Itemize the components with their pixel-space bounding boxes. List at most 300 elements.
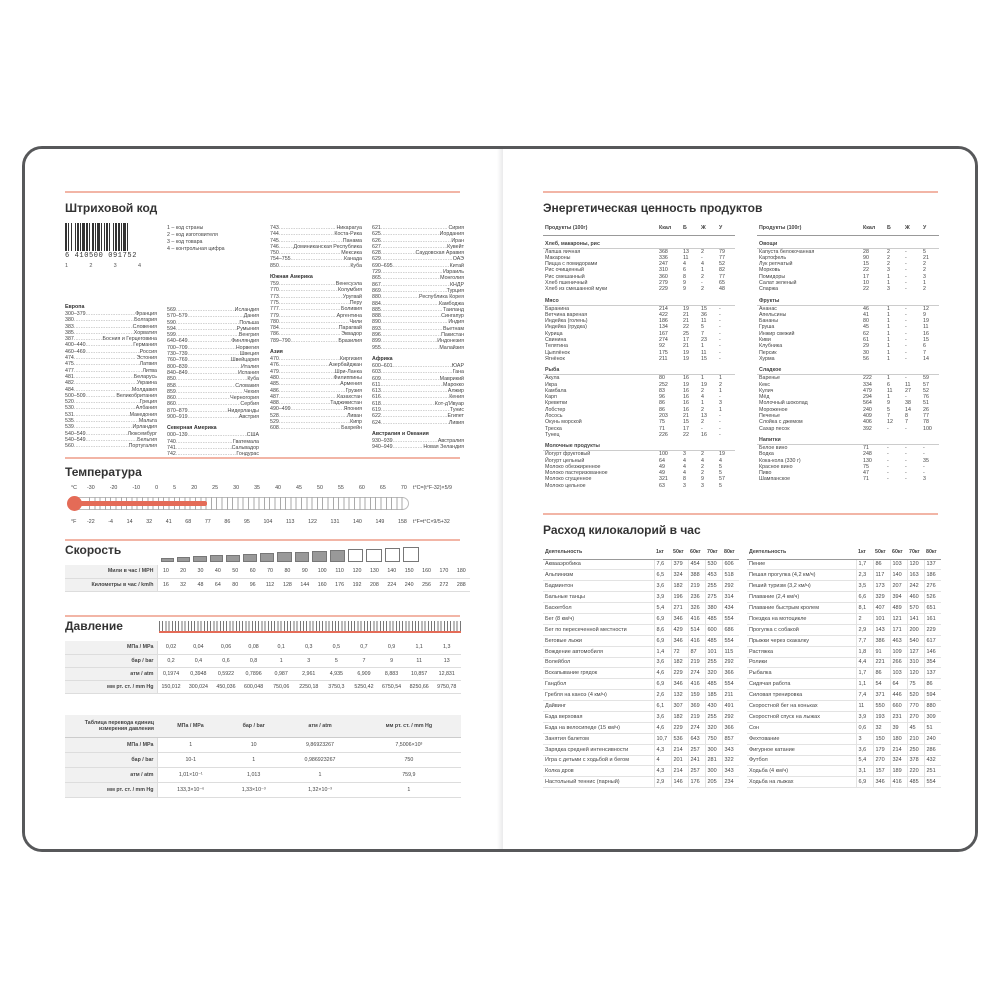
activity-cell: Гандбол: [543, 679, 654, 690]
food-cell: 222: [863, 375, 872, 382]
country-code: 779: [270, 312, 279, 319]
food-cell: 28: [863, 248, 869, 255]
activity-cell: 770: [907, 701, 924, 712]
table-cell: 80: [227, 578, 244, 591]
speed-square: [330, 550, 345, 562]
table-cell: 2250,18: [295, 680, 323, 693]
country-name: Испания: [237, 369, 259, 376]
food-cell: 36: [701, 311, 707, 318]
country-name: Венгрия: [238, 332, 259, 339]
food-cell: 226: [659, 431, 668, 438]
food-cell: -: [905, 343, 907, 350]
activity-cell: 394: [890, 592, 907, 603]
food-cell: 15: [683, 419, 689, 426]
food-cell: -: [887, 457, 889, 464]
dot-leader: [291, 338, 339, 344]
food-cell: 1: [887, 394, 890, 401]
country-name: Япония: [343, 406, 362, 413]
table-cell: 90: [296, 565, 313, 578]
country-name: Гондурас: [236, 451, 259, 458]
activity-row: [747, 701, 941, 712]
activity-cell: 686: [722, 624, 739, 635]
barcode-bars: [65, 223, 141, 251]
food-cell: Баранина: [545, 305, 570, 312]
food-cell: 11: [701, 349, 707, 356]
section-accent-line: [543, 513, 938, 515]
activity-cell: Езда верховая: [543, 711, 654, 722]
country-code-row: [270, 338, 362, 344]
activity-cell: 270: [873, 755, 890, 766]
activity-cell: 86: [873, 668, 890, 679]
food-cell: 214: [659, 305, 668, 312]
food-cell: Водка: [759, 451, 774, 458]
food-cell: 248: [863, 451, 872, 458]
table-cell: 133,3×10⁻⁶: [157, 782, 224, 797]
table-cell: 140: [383, 565, 400, 578]
activity-cell: 520: [907, 690, 924, 701]
country-name: Австрия: [238, 414, 259, 421]
food-cell: 422: [659, 311, 668, 318]
speed-square: [193, 556, 206, 562]
food-cell: 19: [719, 451, 725, 458]
country-code: 700–709: [167, 344, 188, 351]
country-name: Мексика: [341, 250, 362, 257]
activity-cell: 3,6: [654, 711, 671, 722]
food-cell: Печенье: [759, 413, 780, 420]
food-cell: 19: [683, 305, 689, 312]
column-header: атм / atm: [283, 715, 356, 737]
section-row: [543, 235, 735, 248]
celsius-tick: 50: [317, 485, 323, 491]
activity-cell: 5,4: [654, 603, 671, 614]
table-cell: 70: [261, 565, 278, 578]
food-cell: 479: [863, 387, 872, 394]
pressure-ruler: [159, 621, 461, 633]
activity-cell: 45: [907, 722, 924, 733]
activity-cell: 643: [688, 733, 705, 744]
column-header: Б: [681, 221, 699, 235]
country-name: Ливия: [448, 419, 464, 426]
activity-cell: Поездка на мотоцикле: [747, 613, 856, 624]
activity-row: [543, 581, 739, 592]
country-code: 773: [270, 293, 279, 300]
activity-cell: 346: [671, 635, 688, 646]
food-cell: -: [719, 355, 721, 362]
country-name: Франция: [135, 311, 157, 317]
dot-leader: [393, 444, 424, 450]
food-cell: 16: [683, 375, 689, 382]
activity-cell: Рыбалка: [747, 668, 856, 679]
activity-cell: Ходьба на лыжах: [747, 777, 856, 788]
country-code: 488: [270, 400, 279, 407]
activity-row: [747, 690, 941, 701]
country-name: Вьетнам: [442, 325, 464, 332]
food-cell: 294: [863, 394, 872, 401]
activity-cell: Вождение автомобиля: [543, 646, 654, 657]
activity-row: [747, 668, 941, 679]
food-cell: 16: [923, 330, 929, 337]
activity-cell: 454: [688, 559, 705, 570]
food-cell: Курица: [545, 330, 563, 337]
country-name: Шри-Ланка: [334, 368, 362, 375]
activity-cell: 485: [705, 635, 722, 646]
food-cell: 7: [887, 413, 890, 420]
pressure-unit-conversion-table: [65, 715, 461, 798]
table-cell: 10,857: [405, 667, 433, 680]
activity-cell: 536: [671, 733, 688, 744]
country-name: Румыния: [236, 325, 259, 332]
country-code: 529: [270, 419, 279, 426]
activity-cell: 274: [688, 722, 705, 733]
food-cell: 7: [905, 419, 908, 426]
section-heading: Хлеб, макароны, рис: [543, 235, 735, 248]
food-cell: -: [905, 261, 907, 268]
activity-cell: Бег (8 км/ч): [543, 613, 654, 624]
activity-cell: 4,3: [654, 766, 671, 777]
activity-cell: Беговые лыжи: [543, 635, 654, 646]
food-cell: 61: [863, 337, 869, 344]
food-cell: 17: [683, 337, 689, 344]
country-code: 890: [372, 319, 381, 326]
table-cell: 160: [418, 565, 435, 578]
activity-cell: 255: [705, 581, 722, 592]
thermometer: [65, 485, 465, 529]
table-cell: 80: [279, 565, 296, 578]
country-name: Великобритания: [116, 392, 157, 399]
activity-cell: 4,6: [654, 722, 671, 733]
food-cell: 3: [887, 286, 890, 293]
region-heading: Африка: [372, 355, 393, 362]
country-name: Филиппины: [333, 374, 362, 381]
activity-cell: 137: [924, 559, 941, 570]
activity-cell: 320: [705, 668, 722, 679]
food-cell: 22: [863, 267, 869, 274]
activity-row: [747, 592, 941, 603]
food-cell: 75: [863, 463, 869, 470]
activity-cell: 270: [907, 711, 924, 722]
country-code: 859: [167, 388, 176, 395]
food-cell: -: [905, 463, 907, 470]
pressure-conversion-table: [65, 641, 461, 694]
table-cell: 272: [435, 578, 452, 591]
activity-cell: 101: [705, 646, 722, 657]
country-name: ОАЭ: [452, 256, 464, 263]
table-cell: 0,5922: [212, 667, 240, 680]
activity-cell: Аквааэробика: [543, 559, 654, 570]
country-code: 479: [270, 368, 279, 375]
food-cell: 21: [923, 254, 929, 261]
activity-cell: 366: [722, 668, 739, 679]
country-code: 880: [372, 294, 381, 301]
activity-cell: 120: [907, 668, 924, 679]
table-cell: 13: [433, 654, 461, 667]
food-cell: 19: [683, 349, 689, 356]
country-code: 896: [372, 332, 381, 339]
activity-cell: 146: [924, 646, 941, 657]
speed-conversion-table: [65, 565, 470, 592]
food-cell: 19: [923, 318, 929, 325]
activity-cell: 379: [671, 559, 688, 570]
country-code: 867: [372, 281, 381, 288]
barcode-title: Штриховой код: [65, 201, 158, 215]
table-cell: 9,86923267: [283, 737, 356, 752]
country-code: 786: [270, 331, 279, 338]
country-codes-col4: [372, 225, 464, 451]
food-cell: 8: [905, 413, 908, 420]
food-cell: 5: [701, 324, 704, 331]
country-name: Хорватия: [133, 329, 157, 336]
activity-cell: Игра с детьми с ходьбой и бегом: [543, 755, 654, 766]
food-cell: Кулич: [759, 387, 774, 394]
activity-cell: 179: [873, 744, 890, 755]
activity-cell: 378: [907, 755, 924, 766]
activity-cell: 6,9: [654, 635, 671, 646]
food-cell: 11: [683, 254, 689, 261]
activity-cell: Фехтование: [747, 733, 856, 744]
activity-row: [747, 679, 941, 690]
activity-cell: 369: [688, 701, 705, 712]
activity-row: [747, 635, 941, 646]
activity-cell: 7,6: [654, 559, 671, 570]
food-cell: 13: [683, 248, 689, 255]
country-name: Латвия: [139, 361, 157, 368]
activity-cell: Прыжки через скакалку: [747, 635, 856, 646]
speed-square: [403, 547, 419, 562]
food-cell: 9: [923, 311, 926, 318]
table-header-row: [543, 545, 739, 559]
food-cell: 15: [701, 355, 707, 362]
food-cell: -: [887, 470, 889, 477]
activity-cell: 11: [856, 701, 873, 712]
activity-cell: 6,1: [654, 701, 671, 712]
table-cell: 750: [357, 752, 461, 767]
country-code: 490–499: [270, 406, 291, 413]
column-header: 60кг: [890, 545, 907, 559]
food-cell: 45: [863, 324, 869, 331]
country-code: 742: [167, 451, 176, 458]
country-name: Панама: [342, 237, 362, 244]
activity-cell: 120: [907, 559, 924, 570]
country-code: 621: [372, 225, 381, 231]
country-name: Куба: [247, 376, 259, 383]
barcode-part-number: 3: [113, 263, 117, 269]
food-cell: 4: [701, 261, 704, 268]
food-cell: 2: [887, 254, 890, 261]
food-cell: Молочный шоколад: [759, 400, 808, 407]
food-cell: Апельсины: [759, 311, 787, 318]
food-cell: Акула: [545, 375, 560, 382]
food-cell: Йогурт фруктовый: [545, 451, 591, 458]
speed-square: [277, 552, 291, 561]
activity-cell: Пеший туризм (3,2 км/ч): [747, 581, 856, 592]
table-cell: 11: [405, 654, 433, 667]
country-name: Иордания: [439, 231, 464, 238]
activity-cell: 514: [688, 624, 705, 635]
activity-cell: 182: [671, 711, 688, 722]
country-list: [372, 363, 464, 426]
food-cell: Кока-кола (330 г): [759, 457, 801, 464]
food-cell: 2: [887, 248, 890, 255]
activity-cell: Колка дров: [543, 766, 654, 777]
column-header: 70кг: [907, 545, 924, 559]
food-cell: Креветки: [545, 400, 568, 407]
column-header: 1кг: [856, 545, 873, 559]
food-cell: 9: [683, 286, 686, 293]
table-cell: 288: [453, 578, 470, 591]
country-code: 480: [270, 374, 279, 381]
activity-cell: 229: [924, 624, 941, 635]
table-row: [65, 565, 470, 578]
country-code: 531: [65, 411, 74, 418]
table-cell: 150,012: [157, 680, 185, 693]
country-code: 485: [270, 381, 279, 388]
activity-cell: 434: [722, 603, 739, 614]
fahrenheit-tick: 140: [353, 519, 362, 525]
table-cell: атм / atm: [65, 767, 157, 782]
country-code: 600–601: [372, 362, 393, 369]
country-name: Молдавия: [131, 386, 157, 393]
section-row: [757, 362, 939, 375]
food-cell: 211: [659, 355, 668, 362]
table-row: [65, 782, 461, 797]
activity-cell: 219: [688, 711, 705, 722]
activity-row: [543, 657, 739, 668]
activity-cell: 307: [671, 701, 688, 712]
food-row: [543, 375, 735, 382]
activity-cell: 326: [688, 603, 705, 614]
table-cell: 8250,66: [405, 680, 433, 693]
food-cell: 336: [659, 254, 668, 261]
country-code: 780: [270, 318, 279, 325]
activity-cell: 4,3: [654, 744, 671, 755]
food-cell: Инжир свежий: [759, 330, 795, 337]
section-row: [757, 432, 939, 445]
table-cell: 60: [244, 565, 261, 578]
fahrenheit-tick: 149: [375, 519, 385, 525]
activity-cell: Футбол: [747, 755, 856, 766]
column-header: У: [717, 221, 735, 235]
food-cell: 310: [659, 267, 668, 274]
food-cell: -: [887, 463, 889, 470]
barcode-bar: [128, 223, 130, 251]
activity-cell: 127: [907, 646, 924, 657]
country-code: 627: [372, 243, 381, 250]
table-cell: 0,06: [212, 641, 240, 654]
food-cell: 22: [683, 431, 689, 438]
activity-cell: 189: [890, 766, 907, 777]
food-cell: Камбала: [545, 387, 567, 394]
activity-row: [747, 744, 941, 755]
food-row: [757, 248, 939, 255]
activity-cell: 329: [873, 592, 890, 603]
food-cell: Карп: [545, 394, 557, 401]
food-cell: 2: [701, 406, 704, 413]
food-energy-table: [757, 221, 939, 483]
food-cell: Персик: [759, 349, 777, 356]
activity-cell: 463: [890, 635, 907, 646]
food-cell: -: [719, 431, 721, 438]
country-name: Канада: [344, 256, 362, 263]
food-cell: 75: [659, 419, 665, 426]
food-cell: 1: [887, 343, 890, 350]
food-cell: 83: [659, 387, 665, 394]
activity-cell: 64: [890, 679, 907, 690]
activity-cell: Пешая прогулка (4,2 км/ч): [747, 570, 856, 581]
food-cell: 49: [659, 463, 665, 470]
food-cell: Йогурт цельный: [545, 457, 585, 464]
country-code: 609: [372, 375, 381, 382]
activity-cell: 554: [924, 777, 941, 788]
activity-cell: 292: [722, 657, 739, 668]
food-cell: 3: [683, 482, 686, 489]
country-name: Бахрейн: [341, 425, 362, 432]
table-header-row: [65, 715, 461, 737]
activity-cell: 750: [705, 733, 722, 744]
country-code: 540–549: [65, 436, 86, 443]
food-cell: 100: [923, 425, 932, 432]
activity-cell: 109: [890, 646, 907, 657]
table-cell: 3: [295, 654, 323, 667]
section-row: [757, 293, 939, 306]
column-header: 50кг: [873, 545, 890, 559]
fahrenheit-tick: 158: [398, 519, 407, 525]
table-cell: мм рт. ст. / mm Hg: [65, 782, 157, 797]
activity-cell: 221: [873, 657, 890, 668]
activity-cell: Растяжка: [747, 646, 856, 657]
food-cell: -: [905, 330, 907, 337]
country-name: Швейцария: [230, 357, 259, 364]
food-cell: 2: [701, 273, 704, 280]
activity-cell: Сон: [747, 722, 856, 733]
activity-cell: 176: [688, 777, 705, 788]
food-cell: 86: [659, 406, 665, 413]
activity-cell: 75: [907, 679, 924, 690]
pressure-units-table: [65, 715, 461, 798]
table-cell: 48: [192, 578, 209, 591]
table-cell: 0,08: [240, 641, 268, 654]
country-code: 888: [372, 313, 381, 320]
country-list: [65, 311, 157, 450]
country-name: Таджикистан: [330, 400, 362, 407]
country-name: Пакистан: [441, 332, 464, 339]
activity-cell: 3,6: [654, 657, 671, 668]
activity-cell: 276: [924, 581, 941, 592]
country-code: 850: [167, 376, 176, 383]
activity-cell: 281: [705, 755, 722, 766]
food-cell: 4: [683, 261, 686, 268]
table-cell: 0,987: [267, 667, 295, 680]
activity-cell: 0,6: [856, 722, 873, 733]
food-cell: 1: [719, 387, 722, 394]
country-name: Сербия: [240, 401, 259, 408]
food-cell: Хлеб пшеничный: [545, 279, 588, 286]
food-cell: 22: [863, 286, 869, 293]
food-cell: Ветчина вареная: [545, 311, 588, 318]
activity-cell: 430: [705, 701, 722, 712]
activity-cell: 485: [907, 777, 924, 788]
food-cell: 2: [701, 419, 704, 426]
country-name: Сингапур: [441, 313, 464, 320]
country-name: Польша: [239, 319, 259, 326]
food-cell: 100: [659, 451, 668, 458]
table-cell: 96: [244, 578, 261, 591]
activity-row: [747, 722, 941, 733]
barcode-legend-item: 2 – код изготовителя: [167, 232, 218, 238]
food-cell: Бананы: [759, 318, 779, 325]
food-cell: 15: [863, 261, 869, 268]
activity-cell: 286: [924, 744, 941, 755]
food-cell: Лосось: [545, 413, 563, 420]
